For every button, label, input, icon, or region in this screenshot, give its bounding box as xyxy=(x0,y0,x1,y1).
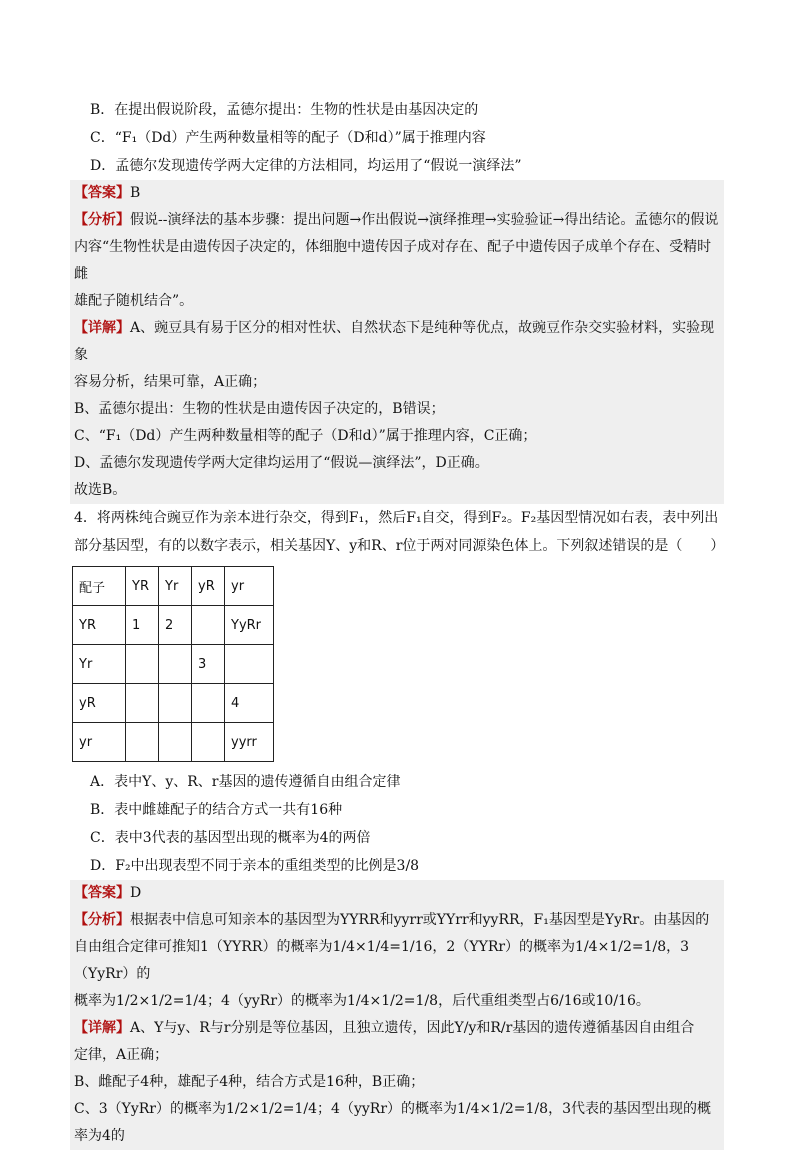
table-cell: 3 xyxy=(192,645,225,684)
table-cell: yr xyxy=(73,723,126,762)
table-row xyxy=(73,723,274,762)
table-cell: 2 xyxy=(159,606,192,645)
q3-detail-line: D、孟德尔发现遗传学两大定律均运用了“假说—演绎法”，D正确。 xyxy=(74,455,489,471)
q4-stem-line: 部分基因型，有的以数字表示，相关基因Y、y和R、r位于两对同源染色体上。下列叙述错误的是（ ） xyxy=(74,538,725,554)
analysis-tag: 【分析】 xyxy=(74,912,130,928)
table-cell: yyrr xyxy=(225,723,274,762)
q4-detail-line: 【详解】A、Y与y、R与r分别是等位基因，且独立遗传，因此Y/y和R/r基因的遗传遵循基因自由组合 xyxy=(74,1020,695,1036)
answer-tag: 【答案】 xyxy=(74,885,130,901)
table-cell xyxy=(159,645,192,684)
q3-option-c: C．“F₁（Dd）产生两种数量相等的配子（D和d）”属于推理内容 xyxy=(90,130,486,146)
q3-options xyxy=(70,96,724,180)
table-cell xyxy=(225,645,274,684)
document-page xyxy=(70,96,724,1150)
q4-option-b: B．表中雌雄配子的结合方式一共有16种 xyxy=(90,802,343,818)
q4-analysis-line: 概率为1/2×1/2=1/4；4（yyRr）的概率为1/4×1/2=1/8，后代重组类型占6/16或10/16。 xyxy=(74,993,650,1009)
detail-tag: 【详解】 xyxy=(74,1020,130,1036)
table-cell xyxy=(159,684,192,723)
table-row xyxy=(73,606,274,645)
table-cell xyxy=(192,723,225,762)
genotype-table xyxy=(72,566,274,762)
q3-option-d: D．孟德尔发现遗传学两大定律的方法相同，均运用了“假说一演绎法” xyxy=(90,158,522,174)
table-row xyxy=(73,684,274,723)
table-cell: 4 xyxy=(225,684,274,723)
q3-option-b: B．在提出假说阶段，孟德尔提出：生物的性状是由基因决定的 xyxy=(90,102,479,118)
q4-detail-line: C、3（YyRr）的概率为1/2×1/2=1/4；4（yyRr）的概率为1/4×1/2=1/8，3代表的基因型出现的概率为4的 xyxy=(74,1101,711,1144)
q4-option-a: A．表中Y、y、R、r基因的遗传遵循自由组合定律 xyxy=(90,774,401,790)
q3-detail-line: 容易分析，结果可靠，A正确； xyxy=(74,374,267,390)
table-header-cell: 配子 xyxy=(73,567,126,606)
q3-solution-block xyxy=(70,180,724,504)
table-cell xyxy=(192,684,225,723)
q3-detail-line: 故选B。 xyxy=(74,482,127,498)
table-cell: 1 xyxy=(126,606,159,645)
analysis-tag: 【分析】 xyxy=(74,212,130,228)
q4-analysis-line: 自由组合定律可推知1（YYRR）的概率为1/4×1/4=1/16，2（YYRr）的概率为1/4×1/2=1/8，3（YyRr）的 xyxy=(74,939,690,982)
q4-option-c: C．表中3代表的基因型出现的概率为4的两倍 xyxy=(90,830,371,846)
answer-text: B xyxy=(130,185,141,201)
table-header-cell: YR xyxy=(126,567,159,606)
answer-tag: 【答案】 xyxy=(74,185,130,201)
table-row xyxy=(73,645,274,684)
table-cell: YyRr xyxy=(225,606,274,645)
table-cell xyxy=(192,606,225,645)
detail-tag: 【详解】 xyxy=(74,320,130,336)
table-header-row xyxy=(73,567,274,606)
q4-analysis-line: 【分析】根据表中信息可知亲本的基因型为YYRR和yyrr或YYrr和yyRR，F₁基因型是YyRr。由基因的 xyxy=(74,912,710,928)
table-header-cell: Yr xyxy=(159,567,192,606)
q4-option-d: D．F₂中出现表型不同于亲本的重组类型的比例是3/8 xyxy=(90,858,420,874)
q4-answer xyxy=(70,880,724,907)
table-header-cell: yR xyxy=(192,567,225,606)
q4-solution-block xyxy=(70,880,724,1150)
q4-options xyxy=(70,768,724,880)
q3-analysis-line: 雄配子随机结合”。 xyxy=(74,293,194,309)
table-cell: Yr xyxy=(73,645,126,684)
q3-answer xyxy=(70,180,724,207)
table-cell xyxy=(126,645,159,684)
table-cell xyxy=(126,723,159,762)
table-cell xyxy=(126,684,159,723)
q4-detail-line: B、雌配子4种，雄配子4种，结合方式是16种，B正确； xyxy=(74,1074,425,1090)
table-cell xyxy=(159,723,192,762)
q4-stem-line: 4．将两株纯合豌豆作为亲本进行杂交，得到F₁，然后F₁自交，得到F₂。F₂基因型情况如右表，表中列出 xyxy=(74,510,719,526)
q3-analysis-line: 【分析】假说--演绎法的基本步骤：提出问题→作出假说→演绎推理→实验验证→得出结论。孟德尔的假说 xyxy=(74,212,719,228)
answer-text: D xyxy=(130,885,142,901)
table-cell: yR xyxy=(73,684,126,723)
q3-detail-line: B、孟德尔提出：生物的性状是由遗传因子决定的，B错误； xyxy=(74,401,445,417)
table-cell: YR xyxy=(73,606,126,645)
q3-detail-line: C、“F₁（Dd）产生两种数量相等的配子（D和d）”属于推理内容，C正确； xyxy=(74,428,537,444)
q3-analysis-line: 内容“生物性状是由遗传因子决定的，体细胞中遗传因子成对存在、配子中遗传因子成单个存在、受精时雌 xyxy=(74,239,712,282)
q3-detail-line: 【详解】A、豌豆具有易于区分的相对性状、自然状态下是纯种等优点，故豌豆作杂交实验材料，实验现象 xyxy=(74,320,715,363)
q4-detail-line: 定律，A正确； xyxy=(74,1047,169,1063)
table-header-cell: yr xyxy=(225,567,274,606)
